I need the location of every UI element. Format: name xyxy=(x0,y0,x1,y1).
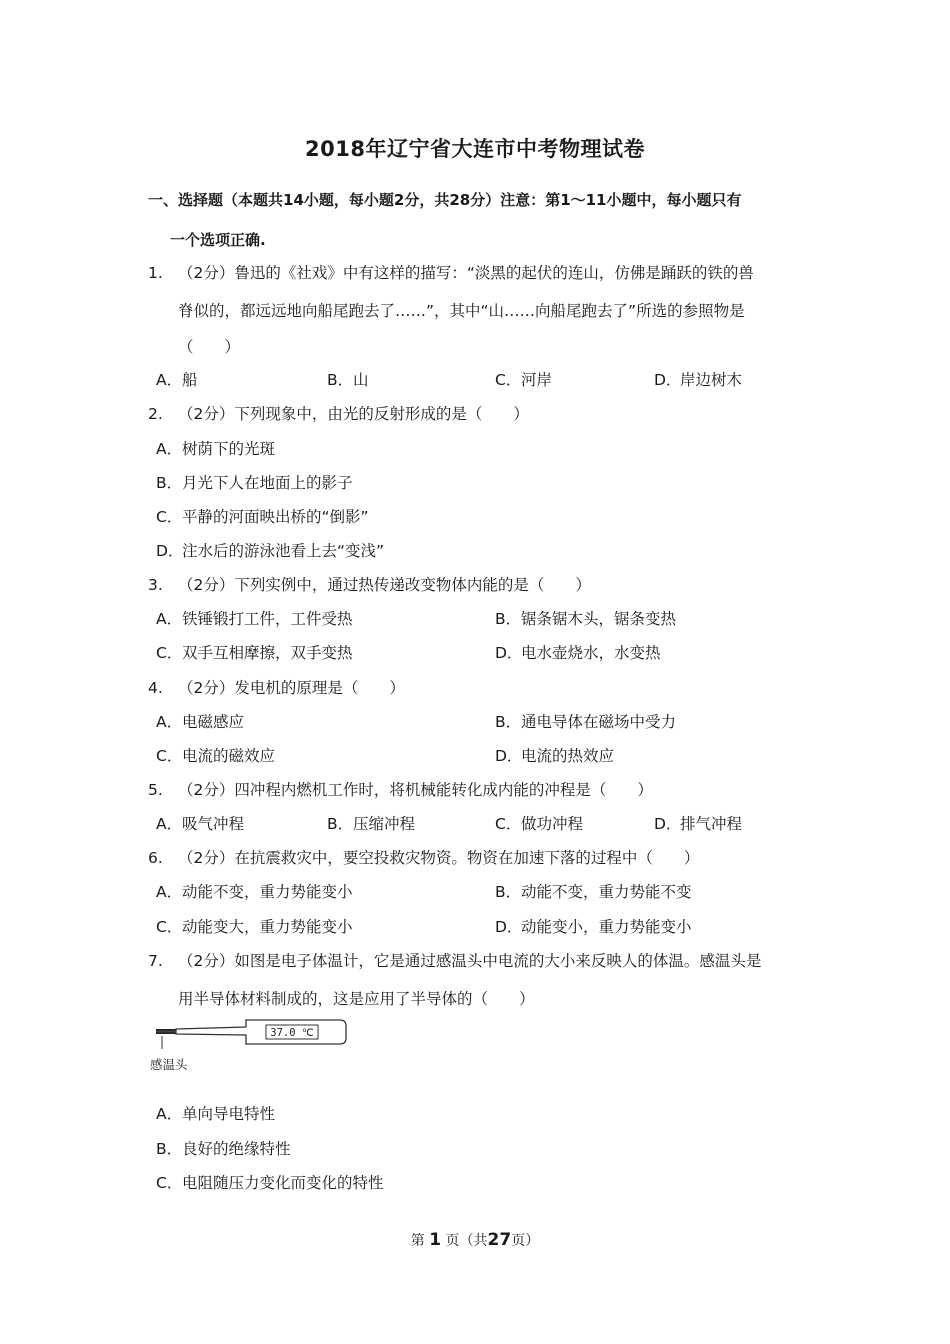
thermometer-display: 37.0 ℃ xyxy=(270,1027,314,1039)
q5-option-c[interactable]: C．做功冲程 xyxy=(495,815,584,833)
section-heading-line2: 一个选项正确. xyxy=(170,231,266,249)
question-number: 7. xyxy=(148,952,163,970)
question-text: （2分）在抗震救灾中，要空投救灾物资。物资在加速下落的过程中（ ） xyxy=(178,849,700,867)
q3-option-b[interactable]: B．锯条锯木头，锯条变热 xyxy=(495,610,677,628)
q3-option-c[interactable]: C．双手互相摩擦，双手变热 xyxy=(156,644,353,662)
q2-option-b[interactable]: B．月光下人在地面上的影子 xyxy=(156,474,353,492)
q6-option-b[interactable]: B．动能不变，重力势能不变 xyxy=(495,883,692,901)
section-heading-line1: 一、选择题（本题共14小题，每小题2分，共28分）注意：第1～11小题中，每小题只有 xyxy=(148,191,742,209)
question-1 xyxy=(148,261,808,283)
question-number: 3. xyxy=(148,576,163,594)
question-7-line2: 用半导体材料制成的，这是应用了半导体的（ ） xyxy=(178,990,535,1008)
question-number: 1. xyxy=(148,264,163,282)
question-text: （2分）四冲程内燃机工作时，将机械能转化成内能的冲程是（ ） xyxy=(178,781,653,799)
q2-option-a[interactable]: A．树荫下的光斑 xyxy=(156,440,276,458)
page-footer: 第 1 页（共27页） xyxy=(410,1230,540,1250)
q5-option-b[interactable]: B．压缩冲程 xyxy=(327,815,416,833)
question-6 xyxy=(148,846,808,868)
page-title: 2018年辽宁省大连市中考物理试卷 xyxy=(305,137,645,161)
q4-option-a[interactable]: A．电磁感应 xyxy=(156,713,245,731)
q2-option-c[interactable]: C．平静的河面映出桥的“倒影” xyxy=(156,508,369,526)
question-text: （2分）下列实例中，通过热传递改变物体内能的是（ ） xyxy=(178,576,591,594)
question-3 xyxy=(148,573,808,595)
question-2 xyxy=(148,402,808,424)
q7-option-c[interactable]: C．电阻随压力变化而变化的特性 xyxy=(156,1174,384,1192)
q6-option-c[interactable]: C．动能变大，重力势能变小 xyxy=(156,918,353,936)
total-pages: 27 xyxy=(487,1230,512,1250)
q4-option-b[interactable]: B．通电导体在磁场中受力 xyxy=(495,713,677,731)
question-text: （2分）如图是电子体温计，它是通过感温头中电流的大小来反映人的体温。感温头是 xyxy=(178,952,762,970)
q6-option-a[interactable]: A．动能不变，重力势能变小 xyxy=(156,883,353,901)
current-page: 1 xyxy=(429,1230,442,1250)
q7-option-a[interactable]: A．单向导电特性 xyxy=(156,1105,276,1123)
question-1-line3: （ ） xyxy=(178,338,241,356)
q5-option-a[interactable]: A．吸气冲程 xyxy=(156,815,245,833)
q3-option-a[interactable]: A．铁锤锻打工件，工件受热 xyxy=(156,610,353,628)
question-text: （2分）发电机的原理是（ ） xyxy=(178,679,405,697)
question-5 xyxy=(148,778,808,800)
question-number: 5. xyxy=(148,781,163,799)
q2-option-d[interactable]: D．注水后的游泳池看上去“变浅” xyxy=(156,542,385,560)
question-number: 4. xyxy=(148,679,163,697)
q1-option-d[interactable]: D．岸边树木 xyxy=(654,371,743,389)
q4-option-c[interactable]: C．电流的磁效应 xyxy=(156,747,276,765)
question-number: 6. xyxy=(148,849,163,867)
question-number: 2. xyxy=(148,405,163,423)
q1-option-c[interactable]: C．河岸 xyxy=(495,371,553,389)
question-7 xyxy=(148,949,808,971)
question-4 xyxy=(148,676,808,698)
q6-option-d[interactable]: D．动能变小，重力势能变小 xyxy=(495,918,692,936)
question-text: （2分）下列现象中，由光的反射形成的是（ ） xyxy=(178,405,529,423)
thermometer-icon xyxy=(148,1018,348,1078)
q3-option-d[interactable]: D．电水壶烧水，水变热 xyxy=(495,644,661,662)
q4-option-d[interactable]: D．电流的热效应 xyxy=(495,747,615,765)
question-1-line2: 脊似的，都远远地向船尾跑去了……”，其中“山……向船尾跑去了”所选的参照物是 xyxy=(178,302,745,320)
question-text: （2分）鲁迅的《社戏》中有这样的描写：“淡黑的起伏的连山，仿佛是踊跃的铁的兽 xyxy=(178,264,754,282)
q1-option-a[interactable]: A．船 xyxy=(156,371,198,389)
q7-option-b[interactable]: B．良好的绝缘特性 xyxy=(156,1140,291,1158)
q5-option-d[interactable]: D．排气冲程 xyxy=(654,815,743,833)
q1-option-b[interactable]: B．山 xyxy=(327,371,369,389)
sensor-label: 感温头 xyxy=(150,1057,188,1072)
thermometer-figure xyxy=(148,1018,348,1078)
